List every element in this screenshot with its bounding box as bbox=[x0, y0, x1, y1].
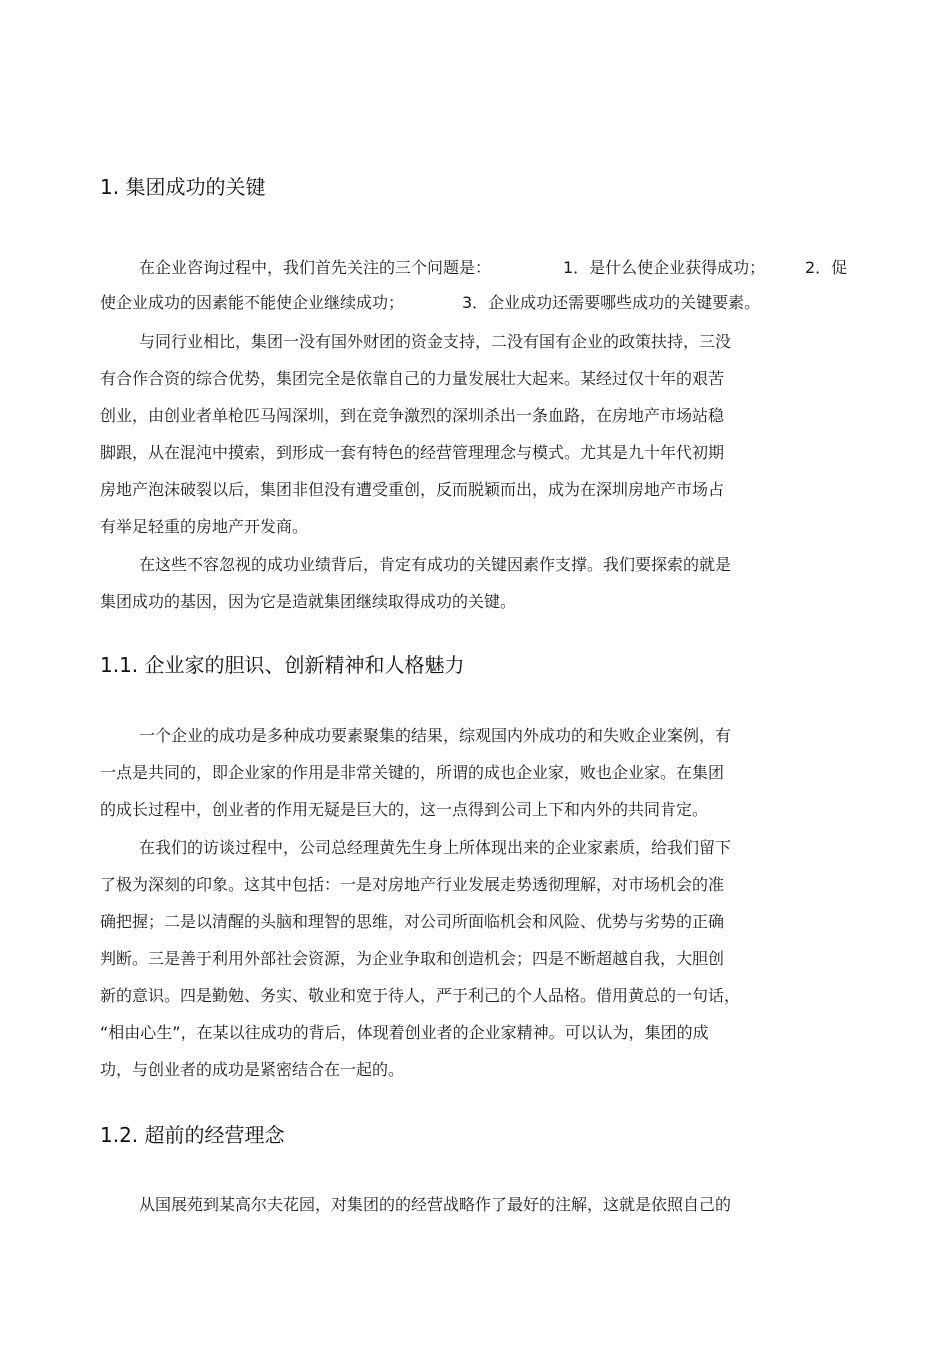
para3-line: 在这些不容忽视的成功业绩背后，肯定有成功的关键因素作支撑。我们要探索的就是 bbox=[139, 555, 732, 574]
para2-line: 脚跟，从在混沌中摸索，到形成一套有特色的经营管理理念与模式。尤其是九十年代初期 bbox=[100, 443, 725, 462]
para2-line: 房地产泡沫破裂以后，集团非但没有遭受重创，反而脱颖而出，成为在深圳房地产市场占 bbox=[100, 480, 725, 499]
para4-line: 的成长过程中，创业者的作用无疑是巨大的，这一点得到公司上下和内外的共同肯定。 bbox=[100, 800, 709, 819]
section-heading-1-2: 1.2. 超前的经营理念 bbox=[100, 1123, 285, 1147]
para5-line: 新的意识。四是勤勉、务实、敬业和宽于待人，严于利己的个人品格。借用黄总的一句话， bbox=[100, 986, 741, 1005]
para5-line: 了极为深刻的印象。这其中包括：一是对房地产行业发展走势透彻理解，对市场机会的准 bbox=[100, 875, 725, 894]
para5-line: 判断。三是善于利用外部社会资源，为企业争取和创造机会；四是不断超越自我，大胆创 bbox=[100, 949, 725, 968]
para2-line: 有合作合资的综合优势，集团完全是依靠自己的力量发展壮大起来。某经过仅十年的艰苦 bbox=[100, 369, 725, 388]
para1-question-3: 3．企业成功还需要哪些成功的关键要素。 bbox=[462, 293, 761, 312]
para3-line: 集团成功的基因，因为它是造就集团继续取得成功的关键。 bbox=[100, 592, 517, 611]
para2-line: 有举足轻重的房地产开发商。 bbox=[100, 517, 309, 536]
para1-line2: 使企业成功的因素能不能使企业继续成功； bbox=[100, 293, 405, 312]
para1-question-2-start: 2．促 bbox=[805, 258, 848, 277]
para5-line: “相由心生”，在某以往成功的背后，体现着创业者的企业家精神。可以认为，集团的成 bbox=[100, 1023, 709, 1042]
para5-line: 确把握；二是以清醒的头脑和理智的思维，对公司所面临机会和风险、优势与劣势的正确 bbox=[100, 912, 725, 931]
para4-line: 一个企业的成功是多种成功要素聚集的结果，综观国内外成功的和失败企业案例，有 bbox=[139, 726, 732, 745]
para6-line: 从国展苑到某高尔夫花园，对集团的的经营战略作了最好的注解，这就是依照自己的 bbox=[139, 1195, 732, 1214]
section-heading-1-1: 1.1. 企业家的胆识、创新精神和人格魅力 bbox=[100, 653, 465, 677]
para4-line: 一点是共同的，即企业家的作用是非常关键的，所谓的成也企业家，败也企业家。在集团 bbox=[100, 763, 725, 782]
para1-question-1: 1．是什么使企业获得成功； bbox=[563, 258, 766, 277]
section-heading-1: 1. 集团成功的关键 bbox=[100, 175, 266, 199]
para1-intro: 在企业咨询过程中，我们首先关注的三个问题是： bbox=[139, 258, 492, 277]
para2-line: 与同行业相比，集团一没有国外财团的资金支持，二没有国有企业的政策扶持，三没 bbox=[139, 332, 732, 351]
para5-line: 功，与创业者的成功是紧密结合在一起的。 bbox=[100, 1060, 405, 1079]
para5-line: 在我们的访谈过程中，公司总经理黄先生身上所体现出来的企业家素质，给我们留下 bbox=[139, 838, 732, 857]
para2-line: 创业，由创业者单枪匹马闯深圳，到在竞争激烈的深圳杀出一条血路，在房地产市场站稳 bbox=[100, 406, 725, 425]
